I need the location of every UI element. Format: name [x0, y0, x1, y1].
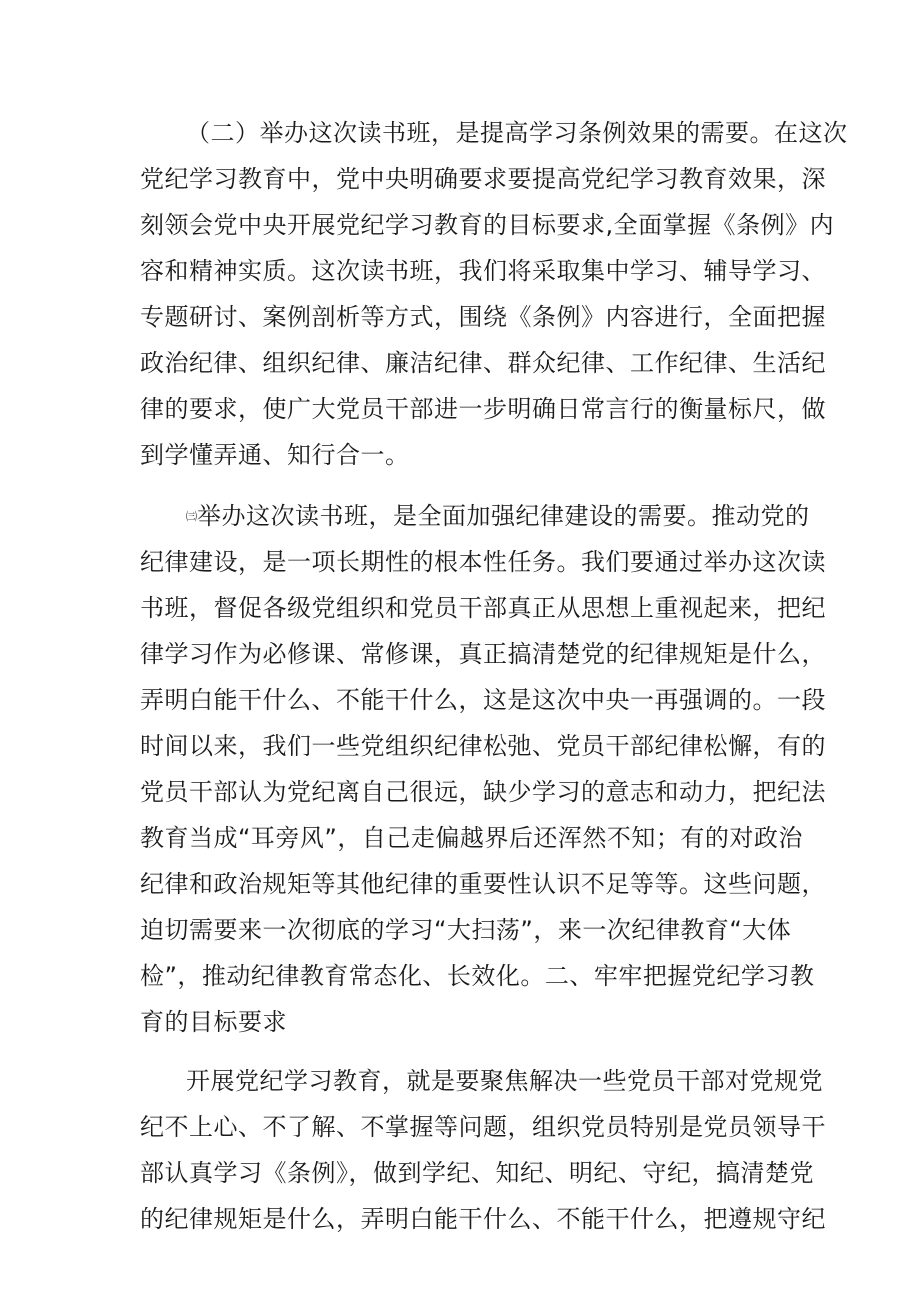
paragraph-2-first-line — [186, 496, 810, 536]
paragraph-1-line: 刻领会党中央开展党纪学习教育的目标要求,全面掌握《条例》内 — [140, 211, 835, 239]
section-marker: ㈢ — [186, 510, 197, 523]
paragraph-2-line: 弄明白能干什么、不能干什么，这是这次中央一再强调的。一段 — [140, 686, 826, 714]
paragraph-2-line: 教育当成“耳旁风”，自己走偏越界后还浑然不知；有的对政治 — [140, 824, 803, 852]
paragraph-1-line: 政治纪律、组织纪律、廉洁纪律、群众纪律、工作纪律、生活纪 — [140, 349, 826, 377]
paragraph-3-line: 纪不上心、不了解、不掌握等问题，组织党员特别是党员领导干 — [140, 1113, 826, 1141]
paragraph-1-line: 容和精神实质。这次读书班，我们将采取集中学习、辅导学习、 — [140, 257, 826, 285]
paragraph-2-line: 迫切需要来一次彻底的学习“大扫荡”，来一次纪律教育“大体 — [140, 916, 792, 944]
paragraph-2-line: 时间以来，我们一些党组织纪律松弛、党员干部纪律松懈，有的 — [140, 732, 826, 760]
paragraph-1-line: 党纪学习教育中，党中央明确要求要提高党纪学习教育效果，深 — [140, 165, 826, 193]
paragraph-1-line: 到学懂弄通、知行合一。 — [140, 441, 410, 469]
paragraph-2-line: 律学习作为必修课、常修课，真正搞清楚党的纪律规矩是什么， — [140, 640, 826, 668]
paragraph-2-first-line-text: 举办这次读书班，是全面加强纪律建设的需要。推动党的 — [197, 502, 810, 530]
paragraph-1-line: （二）举办这次读书班，是提高学习条例效果的需要。在这次 — [186, 119, 848, 147]
paragraph-2-line: 纪律建设，是一项长期性的根本性任务。我们要通过举办这次读 — [140, 548, 826, 576]
paragraph-2-line: 检”，推动纪律教育常态化、长效化。二、牢牢把握党纪学习教 — [140, 962, 815, 990]
paragraph-1-line: 专题研讨、案例剖析等方式，围绕《条例》内容进行，全面把握 — [140, 303, 826, 331]
paragraph-2-line: 育的目标要求 — [140, 1008, 287, 1036]
paragraph-2-line: 党员干部认为党纪离自己很远，缺少学习的意志和动力，把纪法 — [140, 778, 826, 806]
paragraph-2-line: 书班，督促各级党组织和党员干部真正从思想上重视起来，把纪 — [140, 594, 826, 622]
paragraph-2-line: 纪律和政治规矩等其他纪律的重要性认识不足等等。这些问题， — [140, 870, 826, 898]
paragraph-3-line: 部认真学习《条例》，做到学纪、知纪、明纪、守纪，搞清楚党 — [140, 1159, 814, 1187]
paragraph-1-line: 律的要求，使广大党员干部进一步明确日常言行的衡量标尺，做 — [140, 395, 826, 423]
paragraph-3-line: 的纪律规矩是什么，弄明白能干什么、不能干什么，把遵规守纪 — [140, 1205, 826, 1233]
paragraph-3-line: 开展党纪学习教育，就是要聚焦解决一些党员干部对党规党 — [186, 1067, 823, 1095]
